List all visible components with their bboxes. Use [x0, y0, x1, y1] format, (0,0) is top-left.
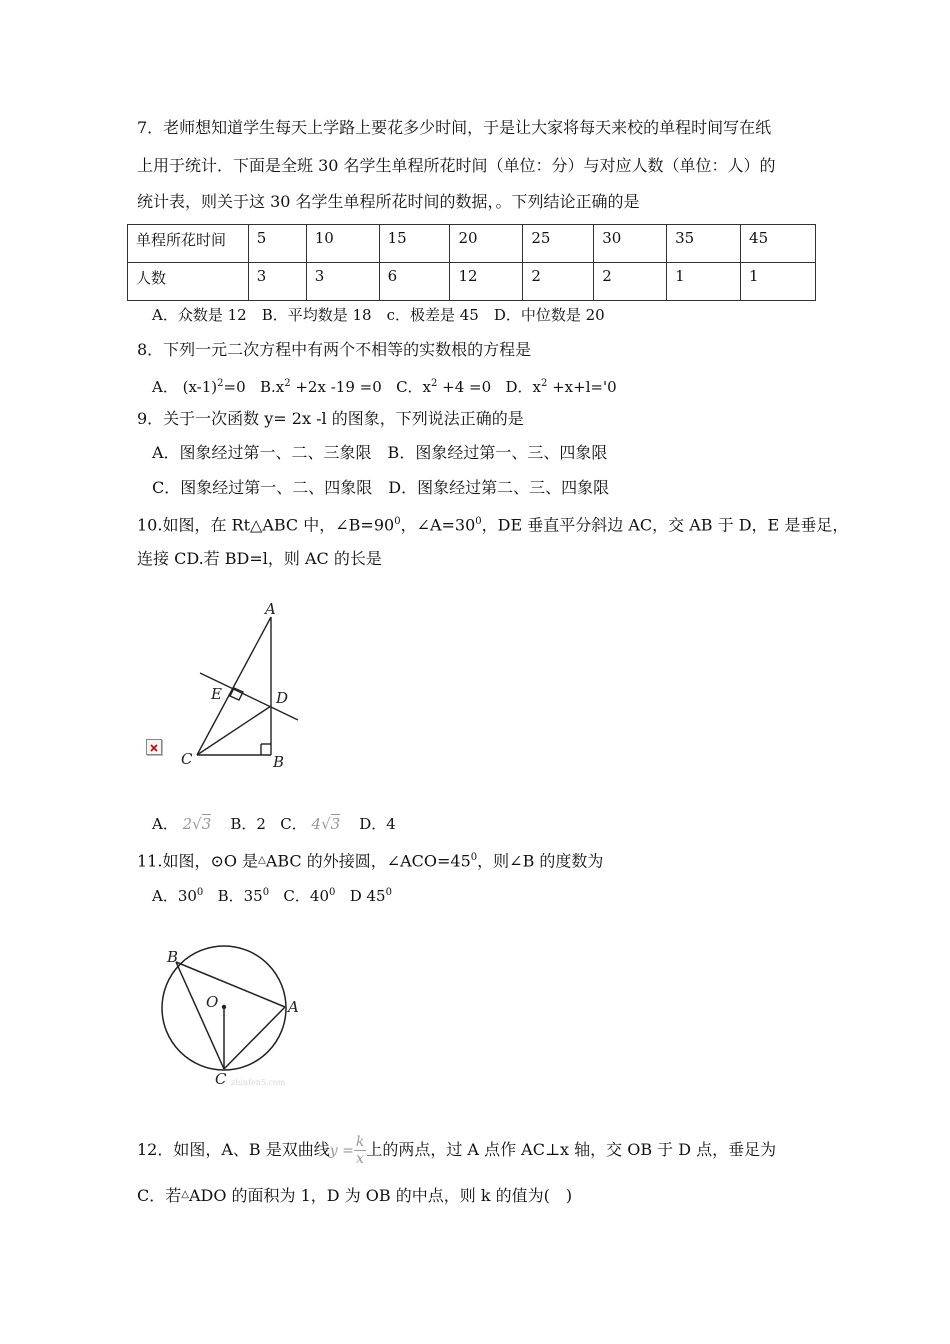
q11-stem-tri: ABC 的外接圆，∠ACO=45: [265, 851, 471, 871]
table-cell: 3: [248, 263, 306, 301]
broken-image-icon: [146, 739, 162, 755]
label-d: D: [276, 689, 289, 707]
q8-option-d-exp: 2: [540, 378, 548, 389]
small-triangle-icon: △: [181, 1189, 189, 1200]
q8-stem: 8．下列一元二次方程中有两个不相等的实数根的方程是: [137, 340, 532, 359]
q9-options-ab: A．图象经过第一、二、三象限 B．图象经过第一、三、四象限: [152, 443, 608, 462]
q12-formula-fraction: [354, 1134, 366, 1167]
table-cell: 45: [741, 225, 816, 263]
q8-option-c-tail: +4 =0: [437, 378, 492, 396]
q7-stem-line3: 统计表，则关于这 30 名学生单程所花时间的数据，。下列结论正确的是: [137, 192, 640, 211]
q11-option-a-exp: 0: [196, 887, 204, 898]
q7-stem-line2: 上用于统计．下面是全班 30 名学生单程所花时间（单位：分）与对应人数（单位：人）的: [137, 156, 776, 175]
q10-stem-part3: ，DE 垂直平分斜边 AC，交 AB 于 D，E 是垂足，: [481, 515, 849, 535]
q8-option-c: C．x: [396, 378, 431, 396]
q10-option-a-coef: 2: [182, 815, 193, 833]
table-cell: 35: [667, 225, 741, 263]
table-cell: 30: [594, 225, 667, 263]
q8-option-a-tail: =0: [223, 378, 246, 396]
q7-options: A．众数是 12 B．平均数是 18 c．极差是 45 D．中位数是 20: [152, 306, 605, 324]
q11-option-a: A．30: [152, 887, 197, 905]
segment-cd: [197, 706, 271, 755]
label-c: C: [215, 1070, 227, 1088]
q11-stem-part1: 11.如图，⊙O 是: [137, 851, 259, 871]
q8-option-a: (x-1): [182, 378, 218, 396]
q10-stem-line2: 连接 CD.若 BD=l，则 AC 的长是: [137, 549, 382, 568]
q10-option-c-rad: 3: [330, 815, 341, 833]
table-cell: 6: [379, 263, 450, 301]
q11-option-b-exp: 0: [262, 887, 270, 898]
q12-stem-part1: 12．如图，A、B 是双曲线: [137, 1140, 330, 1159]
table-cell: 1: [741, 263, 816, 301]
q11-deg: 0: [470, 852, 478, 863]
table-cell: 3: [306, 263, 379, 301]
table-cell: 2: [594, 263, 667, 301]
q10-stem-line1: [137, 511, 848, 536]
table-cell: 2: [523, 263, 594, 301]
watermark: zhinfen5.com: [231, 1078, 286, 1087]
q10-options: [152, 813, 396, 835]
q10-option-a-rad: 3: [201, 815, 212, 833]
q8-options: [152, 373, 617, 398]
label-b: B: [167, 948, 179, 966]
table-cell: 5: [248, 225, 306, 263]
table-cell: 10: [306, 225, 379, 263]
table-cell: 25: [523, 225, 594, 263]
q10-triangle-figure: [170, 595, 310, 775]
q10-stem-part2: ，∠A=30: [400, 515, 476, 535]
q12-formula-den: x: [356, 1151, 365, 1167]
q11-stem: [137, 847, 603, 872]
q11-option-c-exp: 0: [329, 887, 336, 898]
q10-deg1: 0: [394, 516, 401, 527]
q8-option-b-exp: 2: [284, 378, 291, 389]
table-cell: 20: [450, 225, 523, 263]
q11-stem-part2: ，则∠B 的度数为: [477, 851, 604, 871]
center-point-o: [222, 1005, 226, 1009]
q8-option-a-exp: 2: [217, 378, 224, 389]
broken-image-x-icon: [147, 741, 161, 755]
q12-line2-part1: C．若: [137, 1186, 182, 1205]
q7-stats-table: [127, 224, 816, 301]
q10-option-c-label: C．: [280, 815, 307, 833]
side-ac: [197, 617, 271, 755]
q8-option-a-label: A．: [152, 378, 178, 396]
q11-option-d: D 45: [349, 887, 386, 905]
table-cell: 1: [667, 263, 741, 301]
q11-option-b: B．35: [217, 887, 263, 905]
q10-deg2: 0: [475, 516, 482, 527]
q10-option-b: B．2: [230, 815, 266, 833]
q10-option-a-label: A．: [152, 815, 178, 833]
q12-stem-part2: 上的两点，过 A 点作 AC⊥x 轴，交 OB 于 D 点，垂足为: [366, 1140, 777, 1159]
q12-line2-part2: ADO 的面积为 1，D 为 OB 的中点，则 k 的值为( ): [188, 1186, 573, 1205]
label-c: C: [181, 750, 193, 768]
q11-options: [152, 882, 392, 907]
q11-option-d-exp: 0: [385, 887, 392, 898]
q8-option-b-tail: +2x -19 =0: [290, 378, 382, 396]
q8-option-b: B.x: [259, 378, 285, 396]
q12-stem-line2: [137, 1184, 572, 1207]
q7-stem-line1: 7．老师想知道学生每天上学路上要花多少时间，于是让大家将每天来校的单程时间写在纸: [137, 118, 772, 137]
label-e: E: [211, 685, 222, 703]
table-row: [128, 225, 816, 263]
table-cell: 12: [450, 263, 523, 301]
q10-option-c-value: 4√3: [311, 815, 341, 833]
q12-formula-y: y =: [329, 1143, 354, 1159]
label-a: A: [265, 600, 276, 618]
table-cell: 15: [379, 225, 450, 263]
chord-ca: [224, 1007, 285, 1069]
q10-option-a-value: 2√3: [182, 815, 212, 833]
label-b: B: [273, 753, 285, 771]
q12-formula-num: k: [355, 1134, 365, 1150]
q9-options-cd: C．图象经过第一、二、四象限 D．图象经过第二、三、四象限: [152, 478, 610, 497]
label-o: O: [206, 993, 219, 1011]
q10-stem-part1: 10.如图，在 Rt△ABC 中，∠B=90: [137, 515, 395, 535]
q12-stem-line1: [137, 1130, 776, 1171]
table-header-time: 单程所花时间: [128, 225, 249, 263]
q10-option-d: D．4: [359, 815, 396, 833]
q9-stem: 9．关于一次函数 y= 2x -l 的图象，下列说法正确的是: [137, 409, 524, 428]
q11-circle-figure: [155, 945, 315, 1090]
table-header-count: 人数: [128, 263, 249, 301]
small-triangle-icon: △: [258, 854, 266, 866]
q8-option-c-exp: 2: [431, 378, 438, 389]
q11-option-c: C．40: [283, 887, 329, 905]
q8-option-d: D．x: [505, 378, 541, 396]
table-row: [128, 263, 816, 301]
label-a: A: [288, 998, 299, 1016]
q8-option-d-tail: +x+l='0: [547, 378, 617, 396]
q10-option-c-coef: 4: [311, 815, 322, 833]
